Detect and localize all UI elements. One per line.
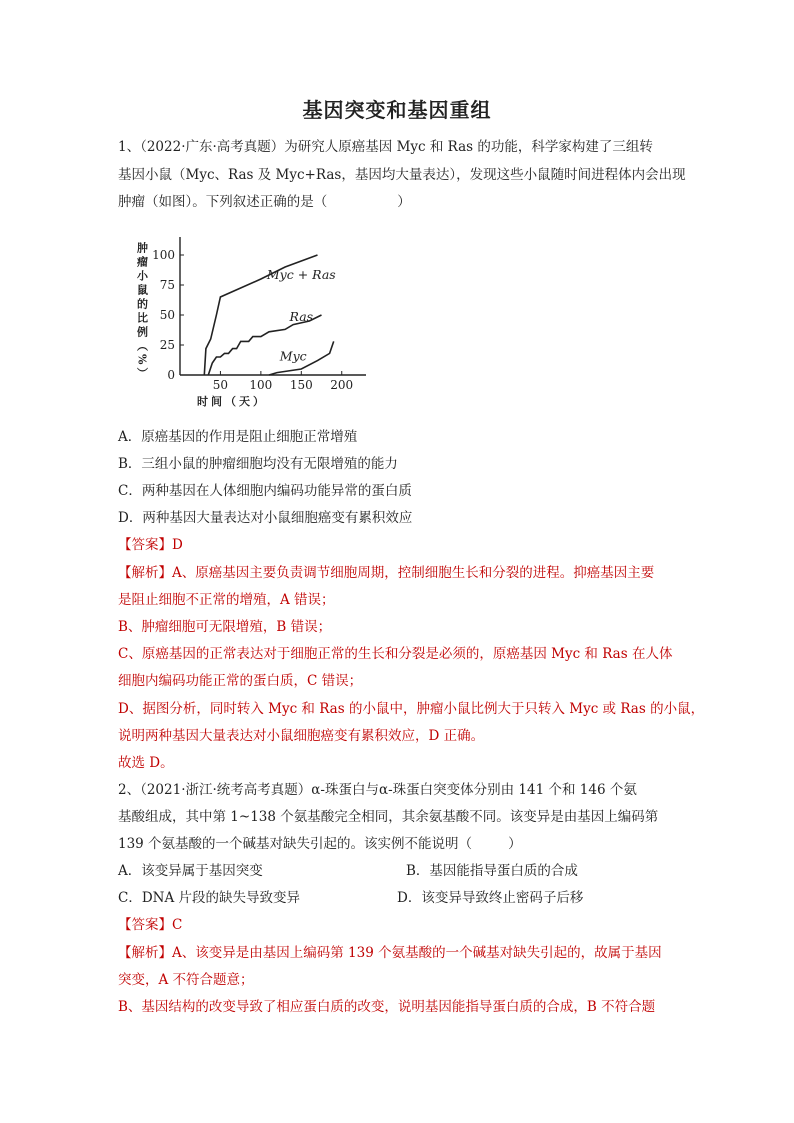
q2-stem-text: 139 个氨基酸的一个碱基对缺失引起的。该实例不能说明（ — [118, 836, 473, 852]
x-tick-label: 100 — [249, 378, 273, 392]
answer-value: C — [172, 917, 183, 933]
q2-stem-line1: 2、（2021·浙江·统考高考真题）α-珠蛋白与α-珠蛋白突变体分别由 141 个和 146 个氨 — [118, 782, 637, 798]
answer-value: D — [172, 537, 183, 553]
answer-tag: 【答案】 — [118, 917, 172, 933]
x-axis-label: 时间（天） — [197, 395, 267, 408]
q1-analysis-line2: 是阻止细胞不正常的增殖，A 错误； — [118, 592, 335, 608]
q1-analysis-line3: B、肿瘤细胞可无限增殖，B 错误； — [118, 619, 332, 635]
y-tick-label: 75 — [159, 278, 175, 292]
q1-analysis-line6: D、据图分析，同时转入 Myc 和 Ras 的小鼠中，肿瘤小鼠比例大于只转入 Myc 或 Ras 的小鼠， — [118, 701, 705, 717]
page-title: 基因突变和基因重组 — [302, 98, 492, 122]
chart-layer — [136, 237, 367, 408]
y-axis-label: 肿瘤小鼠的比例（%） — [135, 242, 149, 382]
series-label: Myc — [279, 348, 307, 364]
q1-analysis-line7: 说明两种基因大量表达对小鼠细胞癌变有累积效应，D 正确。 — [118, 728, 485, 744]
q2-stem-line2: 基酸组成，其中第 1~138 个氨基酸完全相同，其余氨基酸不同。该变异是由基因上编码第 — [118, 809, 659, 825]
series-line — [208, 315, 321, 375]
q1-close-bracket: ） — [397, 194, 411, 210]
q1-stem-text: 肿瘤（如图）。下列叙述正确的是（ — [118, 194, 328, 210]
q1-analysis-line5: 细胞内编码功能正常的蛋白质，C 错误； — [118, 673, 363, 689]
tumor-ratio-chart — [128, 230, 378, 408]
q1-option-c: C．两种基因在人体细胞内编码功能异常的蛋白质 — [118, 483, 412, 499]
analysis-tag: 【解析】 — [118, 565, 172, 581]
answer-tag: 【答案】 — [118, 537, 172, 553]
q1-answer — [118, 536, 183, 554]
y-tick-label: 0 — [167, 368, 175, 382]
q2-option-d: D．该变异导致终止密码子后移 — [397, 890, 584, 906]
series-label: Myc + Ras — [266, 267, 336, 282]
q1-option-a: A．原癌基因的作用是阻止细胞正常增殖 — [118, 429, 358, 445]
q2-analysis-line1 — [118, 944, 662, 962]
y-tick-label: 50 — [159, 308, 175, 322]
x-tick-label: 200 — [330, 378, 354, 392]
q2-close-bracket: ） — [508, 836, 522, 852]
q1-option-d: D．两种基因大量表达对小鼠细胞癌变有累积效应 — [118, 510, 413, 526]
q2-analysis-line2: 突变，A 不符合题意； — [118, 972, 254, 988]
analysis-text: A、原癌基因主要负责调节细胞周期，控制细胞生长和分裂的进程。抑癌基因主要 — [172, 565, 655, 581]
q1-analysis-line1 — [118, 564, 654, 582]
q2-answer — [118, 916, 182, 934]
y-tick-label: 100 — [152, 248, 175, 262]
y-tick-label: 25 — [159, 338, 175, 352]
x-tick-label: 150 — [289, 378, 313, 392]
q2-analysis-line3: B、基因结构的改变导致了相应蛋白质的改变，说明基因能指导蛋白质的合成，B 不符合题 — [118, 999, 656, 1015]
q1-analysis-line4: C、原癌基因的正常表达对于细胞正常的生长和分裂是必须的，原癌基因 Myc 和 Ras 在人体 — [118, 646, 673, 662]
q1-stem-line2: 基因小鼠（Myc、Ras 及 Myc+Ras，基因均大量表达），发现这些小鼠随时间进程体内会出现 — [118, 167, 686, 183]
q1-option-b: B．三组小鼠的肿瘤细胞均没有无限增殖的能力 — [118, 456, 398, 472]
q2-option-b: B．基因能指导蛋白质的合成 — [406, 863, 578, 879]
q2-option-a: A．该变异属于基因突变 — [118, 863, 263, 879]
x-tick-label: 50 — [212, 378, 229, 392]
q2-stem-line3 — [118, 835, 522, 853]
q1-stem-line1: 1、（2022·广东·高考真题）为研究人原癌基因 Myc 和 Ras 的功能，科学家构建了三组转 — [118, 139, 653, 155]
series-label: Ras — [289, 309, 314, 324]
analysis-tag: 【解析】 — [118, 945, 172, 961]
q1-stem-line3 — [118, 193, 411, 211]
q2-option-c: C．DNA 片段的缺失导致变异 — [118, 890, 301, 906]
q1-conclusion: 故选 D。 — [118, 755, 174, 771]
analysis-text: A、该变异是由基因上编码第 139 个氨基酸的一个碱基对缺失引起的，故属于基因 — [172, 945, 662, 961]
